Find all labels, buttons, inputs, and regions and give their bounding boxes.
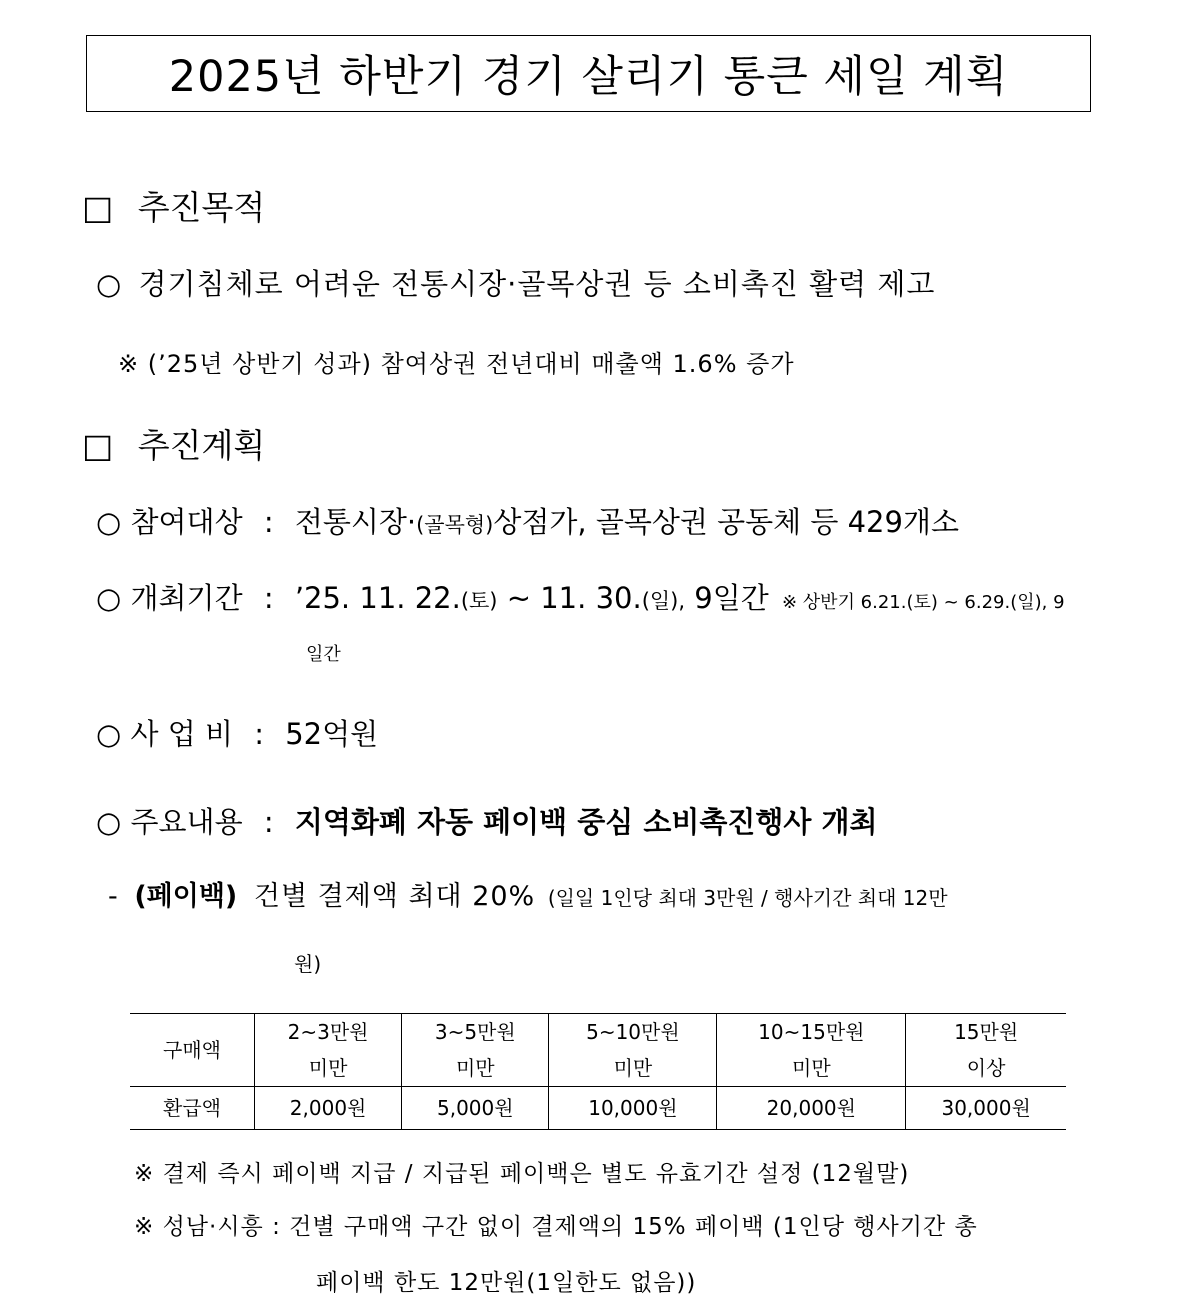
table-row [130, 1014, 1066, 1087]
participants-value-b: 상점가, 골목상권 공동체 등 429개소 [493, 505, 959, 539]
document-title [86, 35, 1091, 112]
purchase-cell [906, 1014, 1066, 1087]
purchase-cell [402, 1014, 549, 1087]
circle-marker: ○ [96, 505, 122, 539]
purpose-bullet [96, 262, 935, 303]
purchase-range-qualifier: 미만 [613, 1056, 653, 1080]
section-purpose-title: 추진목적 [137, 188, 266, 227]
note-seongnam-siheung [134, 1208, 978, 1241]
purchase-range-qualifier: 미만 [455, 1056, 495, 1080]
purchase-range-qualifier: 미만 [792, 1056, 831, 1080]
refund-cell: 5,000원 [402, 1087, 549, 1130]
purchase-range-qualifier: 이상 [966, 1056, 1006, 1080]
refund-header-cell [130, 1087, 255, 1130]
note-payback-timing [134, 1155, 909, 1188]
purpose-note [118, 344, 795, 379]
participants-value-small: (골목형) [416, 513, 494, 537]
note-seongnam-siheung-line1: ※ 성남·시흥 : 건별 구매액 구간 없이 결제액의 15% 페이백 (1인당 행사기간 총 [134, 1214, 978, 1240]
payback-label: (페이백) [134, 881, 238, 912]
document-title-text: 2025년 하반기 경기 살리기 통큰 세일 계획 [168, 52, 1009, 102]
purpose-note-text: ※ (’25년 상반기 성과) 참여상권 전년대비 매출액 1.6% 증가 [118, 350, 795, 378]
content-row [96, 800, 878, 841]
participants-value-a: 전통시장· [294, 505, 417, 539]
circle-marker: ○ [96, 581, 122, 615]
period-colon: : [263, 581, 274, 615]
refund-cell: 30,000원 [906, 1087, 1066, 1130]
payback-dash: - [108, 881, 118, 912]
participants-label: 참여대상 [130, 505, 243, 539]
payback-detail-line2-text: 원) [294, 952, 322, 976]
purchase-range: 3~5만원 [434, 1020, 516, 1044]
purchase-cell [717, 1014, 906, 1087]
period-value-a: ’25. 11. 22. [294, 581, 461, 615]
refund-cell: 20,000원 [717, 1087, 906, 1130]
period-value-a-small: (토) [460, 589, 498, 613]
table-row [130, 1087, 1066, 1130]
payback-text: 건별 결제액 최대 20% [253, 881, 536, 912]
purchase-range: 5~10만원 [586, 1020, 680, 1044]
period-note-line1: ※ 상반기 6.21.(토) ~ 6.29.(일), 9 [781, 592, 1065, 613]
purchase-range: 15만원 [954, 1020, 1019, 1044]
period-value-b: ~ 11. 30. [497, 581, 642, 615]
payback-detail-line1: (일일 1인당 최대 3만원 / 행사기간 최대 12만 [547, 886, 948, 910]
content-label: 주요내용 [130, 805, 243, 839]
period-value-b-small: (일), [641, 589, 686, 613]
purchase-range: 2~3만원 [287, 1020, 369, 1044]
note-seongnam-siheung-line2: 페이백 한도 12만원(1일한도 없음)) [316, 1270, 697, 1296]
purchase-header: 구매액 [163, 1038, 221, 1062]
checkbox-square-marker: □ [82, 426, 114, 465]
refund-cell: 10,000원 [549, 1087, 717, 1130]
purchase-header-cell [130, 1014, 255, 1087]
budget-value: 52억원 [285, 717, 379, 751]
purchase-range-qualifier: 미만 [308, 1056, 348, 1080]
payback-detail-line2 [294, 948, 321, 977]
refund-table [130, 1013, 1066, 1130]
content-value: 지역화폐 자동 페이백 중심 소비촉진행사 개최 [294, 805, 878, 839]
period-label: 개최기간 [130, 581, 243, 615]
circle-marker: ○ [96, 717, 122, 751]
content-colon: : [263, 805, 274, 839]
section-plan-title: 추진계획 [137, 426, 266, 465]
period-note-line2 [306, 640, 341, 666]
checkbox-square-marker: □ [82, 188, 114, 227]
section-purpose-heading [82, 182, 265, 229]
payback-row [108, 874, 948, 913]
purchase-range: 10~15만원 [758, 1020, 865, 1044]
section-plan-heading [82, 420, 265, 467]
budget-label: 사 업 비 [130, 717, 234, 751]
budget-colon: : [254, 717, 265, 751]
period-row [96, 576, 1065, 617]
circle-marker: ○ [96, 805, 122, 839]
period-value-c: 9일간 [685, 581, 769, 615]
purchase-cell [549, 1014, 717, 1087]
period-note-line2-text: 일간 [306, 644, 341, 665]
participants-row [96, 500, 959, 541]
purchase-cell [255, 1014, 402, 1087]
note-seongnam-siheung-cont [316, 1264, 696, 1297]
refund-cell: 2,000원 [255, 1087, 402, 1130]
budget-row [96, 712, 378, 753]
circle-marker: ○ [96, 267, 123, 301]
participants-colon: : [263, 505, 274, 539]
note-payback-timing-text: ※ 결제 즉시 페이백 지급 / 지급된 페이백은 별도 유효기간 설정 (12월말) [134, 1161, 910, 1187]
purpose-bullet-text: 경기침체로 어려운 전통시장·골목상권 등 소비촉진 활력 제고 [138, 267, 936, 301]
refund-header: 환급액 [163, 1096, 221, 1120]
